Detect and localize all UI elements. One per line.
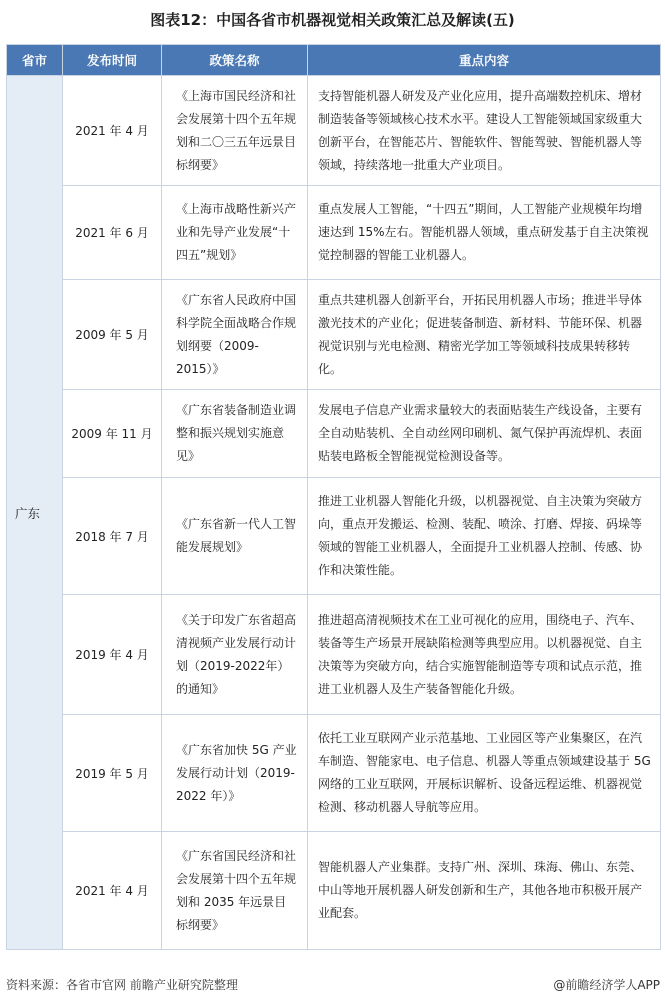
content-cell: 智能机器人产业集群。支持广州、深圳、珠海、佛山、东莞、中山等地开展机器人研发创新和生产，其他各地市积极开展产业配套。 xyxy=(308,832,661,950)
table-row xyxy=(7,76,661,186)
date-cell: 2021 年 4 月 xyxy=(63,832,162,950)
date-cell: 2009 年 11 月 xyxy=(63,390,162,478)
table-row xyxy=(7,832,661,950)
brand-credit: @前瞻经济学人APP xyxy=(553,978,660,992)
date-cell: 2019 年 5 月 xyxy=(63,715,162,832)
content-cell: 支持智能机器人研发及产业化应用，提升高端数控机床、增材制造装备等领域核心技术水平。建设人工智能领域国家级重大创新平台，在智能芯片、智能软件、智能驾驶、智能机器人等领域，持续落地一批重大产业项目。 xyxy=(308,76,661,186)
content-cell: 重点共建机器人创新平台，开拓民用机器人市场；推进半导体激光技术的产业化；促进装备制造、新材料、节能环保、机器视觉识别与光电检测、精密光学加工等领域科技成果转移转化。 xyxy=(308,280,661,390)
content-cell: 重点发展人工智能，“十四五”期间，人工智能产业规模年均增速达到 15%左右。智能机器人领域，重点研发基于自主决策视觉控制器的智能工业机器人。 xyxy=(308,186,661,280)
table-row xyxy=(7,280,661,390)
source-note: 资料来源：各省市官网 前瞻产业研究院整理 xyxy=(6,978,238,992)
header-date: 发布时间 xyxy=(63,45,162,76)
table-row xyxy=(7,715,661,832)
policy-table xyxy=(6,44,661,950)
date-cell: 2019 年 4 月 xyxy=(63,595,162,715)
date-cell: 2009 年 5 月 xyxy=(63,280,162,390)
footer xyxy=(6,972,660,996)
content-cell: 推进超高清视频技术在工业可视化的应用，围绕电子、汽车、装备等生产场景开展缺陷检测等典型应用。以机器视觉、自主决策等为突破方向，结合实施智能制造等专项和试点示范，推进工业机器人及生产装备智能化升级。 xyxy=(308,595,661,715)
table-row xyxy=(7,186,661,280)
header-province: 省市 xyxy=(7,45,63,76)
chart-title: 图表12：中国各省市机器视觉相关政策汇总及解读(五) xyxy=(150,11,515,29)
policy-name-cell: 《上海市国民经济和社会发展第十四个五年规划和二〇三五年远景目标纲要》 xyxy=(162,76,308,186)
content-cell: 依托工业互联网产业示范基地、工业园区等产业集聚区，在汽车制造、智能家电、电子信息、机器人等重点领域建设基于 5G 网络的工业互联网，开展标识解析、设备远程运维、机器视觉检测、移动机器人导航等应用。 xyxy=(308,715,661,832)
date-cell: 2021 年 4 月 xyxy=(63,76,162,186)
policy-name-cell: 《广东省新一代人工智能发展规划》 xyxy=(162,478,308,595)
table-header-row xyxy=(7,45,661,76)
content-cell: 推进工业机器人智能化升级，以机器视觉、自主决策为突破方向，重点开发搬运、检测、装配、喷涂、打磨、焊接、码垛等领域的智能工业机器人，全面提升工业机器人控制、传感、协作和决策性能。 xyxy=(308,478,661,595)
table-row xyxy=(7,478,661,595)
date-cell: 2021 年 6 月 xyxy=(63,186,162,280)
table-row xyxy=(7,390,661,478)
policy-name-cell: 《广东省装备制造业调整和振兴规划实施意见》 xyxy=(162,390,308,478)
content-cell: 发展电子信息产业需求量较大的表面贴装生产线设备，主要有全自动贴装机、全自动丝网印刷机、氮气保护再流焊机、表面贴装电路板全智能视觉检测设备等。 xyxy=(308,390,661,478)
date-cell: 2018 年 7 月 xyxy=(63,478,162,595)
policy-name-cell: 《广东省国民经济和社会发展第十四个五年规划和 2035 年远景目标纲要》 xyxy=(162,832,308,950)
policy-name-cell: 《广东省人民政府中国科学院全面战略合作规划纲要（2009-2015）》 xyxy=(162,280,308,390)
header-content: 重点内容 xyxy=(308,45,661,76)
policy-name-cell: 《广东省加快 5G 产业发展行动计划（2019-2022 年）》 xyxy=(162,715,308,832)
header-policy: 政策名称 xyxy=(162,45,308,76)
policy-name-cell: 《关于印发广东省超高清视频产业发展行动计划（2019-2022年）的通知》 xyxy=(162,595,308,715)
policy-name-cell: 《上海市战略性新兴产业和先导产业发展“十四五”规划》 xyxy=(162,186,308,280)
province-cell: 广东 xyxy=(7,76,63,950)
table-row xyxy=(7,595,661,715)
